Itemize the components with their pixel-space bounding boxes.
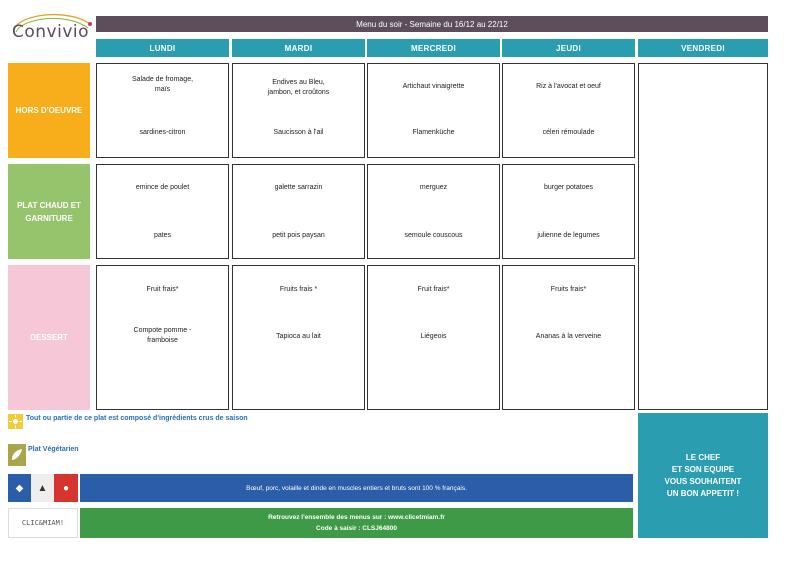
logo-text: Convivio	[12, 22, 90, 42]
menu-cell-thursday-dessert	[502, 265, 635, 410]
day-header-tuesday: MARDI	[232, 39, 365, 57]
chicken-icon: ▲	[31, 474, 54, 502]
row-label-plat-chaud: PLAT CHAUD ET GARNITURE	[8, 164, 90, 259]
dish-top: Fruit frais*	[146, 286, 179, 293]
day-header-monday: LUNDI	[96, 39, 229, 57]
menu-cell-tuesday-hors-doeuvre	[232, 63, 365, 158]
vegetarian-icon	[8, 444, 26, 466]
dish-bottom: Compote pomme - framboise	[133, 327, 192, 344]
menu-cell-monday-hors-doeuvre	[96, 63, 229, 158]
website-banner: Retrouvez l'ensemble des menus sur : www.clicetmiam.fr Code à saisir : CLSJ64800	[80, 508, 633, 538]
menu-cell-wednesday-dessert	[367, 265, 500, 410]
menu-cell-wednesday-plat-chaud	[367, 164, 500, 259]
dish-bottom: Saucisson à l'ail	[273, 129, 324, 136]
dish-bottom: céleri rémoulade	[542, 129, 595, 136]
menu-cell-tuesday-plat-chaud	[232, 164, 365, 259]
dish-top: Fruits frais *	[279, 286, 318, 293]
dish-bottom: Liégeois	[420, 333, 447, 340]
day-header-friday: VENDREDI	[638, 39, 768, 57]
dish-top: Fruits frais*	[550, 286, 587, 293]
dish-top: emince de poulet	[135, 184, 190, 191]
dish-top: burger potatoes	[543, 184, 594, 191]
dish-top: galette sarrazin	[274, 184, 323, 191]
seasonal-icon	[8, 414, 23, 429]
day-header-wednesday: MERCREDI	[367, 39, 500, 57]
chef-message-box: LE CHEF ET SON EQUIPE VOUS SOUHAITENT UN BON APPETIT !	[638, 413, 768, 538]
dish-bottom: sardines-citron	[139, 129, 186, 136]
clicmiam-logo: CLIC&MIAM!	[8, 508, 78, 538]
dish-top: Riz à l'avocat et oeuf	[536, 83, 601, 90]
day-header-thursday: JEUDI	[502, 39, 635, 57]
dish-bottom: petit pois paysan	[272, 232, 325, 239]
menu-cell-tuesday-dessert	[232, 265, 365, 410]
menu-cell-monday-dessert	[96, 265, 229, 410]
dish-top: Salade de fromage, maïs	[131, 76, 194, 93]
cow-icon: ◆	[8, 474, 31, 502]
dish-bottom: semoule couscous	[404, 232, 463, 239]
pig-icon: ●	[54, 474, 78, 502]
dish-top: Artichaut vinaigrette	[402, 83, 465, 90]
row-label-hors-doeuvre: HORS D'OEUVRE	[8, 63, 90, 158]
legend-seasonal: Tout ou partie de ce plat est composé d'ingrédients crus de saison	[26, 415, 248, 422]
french-meat-icons	[8, 474, 78, 502]
dish-bottom: julienne de legumes	[537, 232, 600, 239]
dish-bottom: Tapioca au lait	[276, 333, 321, 340]
dish-bottom: pates	[153, 232, 172, 239]
menu-cell-thursday-plat-chaud	[502, 164, 635, 259]
dish-top: Endives au Bleu, jambon, et croûtons	[267, 79, 330, 96]
page-title: Menu du soir - Semaine du 16/12 au 22/12	[96, 16, 768, 32]
row-label-dessert: DESSERT	[8, 265, 90, 410]
dish-bottom: Flamenküche	[412, 129, 455, 136]
dish-top: merguez	[419, 184, 448, 191]
menu-cell-wednesday-hors-doeuvre	[367, 63, 500, 158]
menu-cell-friday-empty	[638, 63, 768, 410]
meat-origin-banner: Bœuf, porc, volaille et dinde en muscles entiers et bruts sont 100 % français.	[80, 474, 633, 502]
logo	[8, 10, 96, 46]
leaf-icon	[8, 444, 26, 466]
legend-vegetarian: Plat Végétarien	[28, 446, 79, 453]
menu-cell-thursday-hors-doeuvre	[502, 63, 635, 158]
menu-cell-monday-plat-chaud	[96, 164, 229, 259]
dish-top: Fruit frais*	[417, 286, 450, 293]
dish-bottom: Ananas à la verveine	[535, 333, 602, 340]
sun-icon	[8, 414, 23, 429]
